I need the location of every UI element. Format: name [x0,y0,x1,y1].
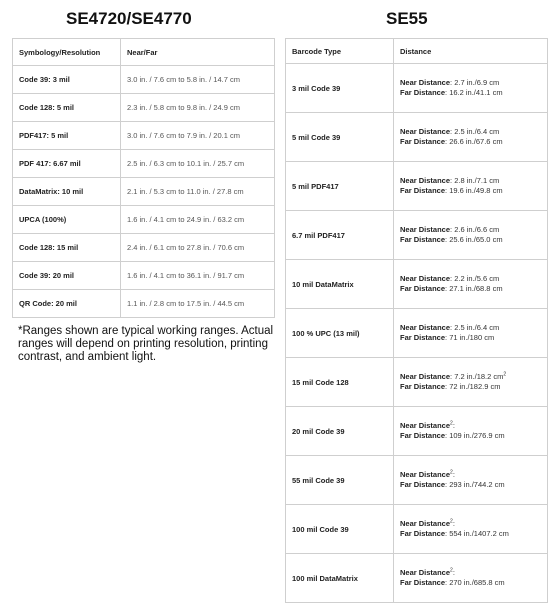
near-distance-line [400,225,547,235]
near-distance-label: Near Distance [400,372,451,381]
table-row [286,162,548,211]
near-footnote-mark: 2 [450,567,453,574]
far-distance-value: : 26.6 in./67.6 cm [445,137,503,146]
far-distance-label: Far Distance [400,333,446,342]
far-distance-line [400,333,547,343]
near-distance-line [400,78,547,88]
symbology-cell: UPCA (100%) [13,206,121,234]
se55-title: SE55 [386,9,428,28]
table-row [13,122,275,150]
table-row [286,456,548,505]
far-distance-label: Far Distance [400,137,446,146]
far-distance-value: : 72 in./182.9 cm [445,382,501,391]
symbology-cell: PDF417: 5 mil [13,122,121,150]
distance-cell [394,358,548,407]
near-distance-line [400,519,547,529]
near-far-cell: 1.6 in. / 4.1 cm to 36.1 in. / 91.7 cm [121,262,275,290]
near-far-cell: 2.4 in. / 6.1 cm to 27.8 in. / 70.6 cm [121,234,275,262]
far-distance-line [400,284,547,294]
table-row [13,234,275,262]
barcode-type-cell: 100 mil DataMatrix [286,554,394,603]
far-distance-line [400,431,547,441]
near-distance-line [400,470,547,480]
barcode-type-cell: 5 mil Code 39 [286,113,394,162]
near-footnote-mark: 2 [450,420,453,427]
far-distance-line [400,186,547,196]
distance-cell [394,456,548,505]
far-distance-line [400,480,547,490]
near-distance-value: : [452,519,455,528]
symbology-cell: Code 128: 15 mil [13,234,121,262]
table-row [13,94,275,122]
distance-cell [394,260,548,309]
near-distance-value: : 2.2 in./5.6 cm [450,274,500,283]
distance-cell [394,554,548,603]
table-row [286,260,548,309]
near-distance-line [400,127,547,137]
symbology-cell: Code 39: 3 mil [13,66,121,94]
near-end-footnote-mark: 2 [503,371,507,378]
distance-cell [394,505,548,554]
near-far-cell: 2.3 in. / 5.8 cm to 9.8 in. / 24.9 cm [121,94,275,122]
far-distance-line [400,578,547,588]
far-distance-label: Far Distance [400,235,446,244]
near-far-cell: 1.1 in. / 2.8 cm to 17.5 in. / 44.5 cm [121,290,275,318]
near-distance-value: : [452,421,455,430]
near-distance-label: Near Distance [400,470,451,479]
barcode-type-cell: 5 mil PDF417 [286,162,394,211]
distance-cell [394,113,548,162]
near-distance-value: : 2.5 in./6.4 cm [450,323,500,332]
barcode-type-cell: 100 mil Code 39 [286,505,394,554]
symbology-cell: Code 128: 5 mil [13,94,121,122]
far-distance-label: Far Distance [400,431,446,440]
barcode-type-cell: 10 mil DataMatrix [286,260,394,309]
table-row [286,407,548,456]
table-row [13,178,275,206]
symbology-cell: QR Code: 20 mil [13,290,121,318]
table-header-row [13,39,275,66]
barcode-type-cell: 15 mil Code 128 [286,358,394,407]
near-distance-value: : 7.2 in./18.2 cm [450,372,504,381]
distance-cell [394,211,548,260]
header-near-far: Near/Far [121,39,275,66]
far-distance-label: Far Distance [400,382,446,391]
near-far-cell: 2.1 in. / 5.3 cm to 11.0 in. / 27.8 cm [121,178,275,206]
far-distance-value: : 270 in./685.8 cm [445,578,505,587]
near-distance-value: : 2.7 in./6.9 cm [450,78,500,87]
far-distance-value: : 109 in./276.9 cm [445,431,505,440]
far-distance-line [400,382,547,392]
table-row [13,150,275,178]
near-footnote-mark: 2 [450,469,453,476]
header-distance: Distance [394,39,548,64]
near-footnote-mark: 2 [450,518,453,525]
near-distance-label: Near Distance [400,323,451,332]
far-distance-value: : 25.6 in./65.0 cm [445,235,503,244]
far-distance-line [400,88,547,98]
table-row [286,211,548,260]
far-distance-label: Far Distance [400,480,446,489]
near-distance-label: Near Distance [400,78,451,87]
table-row [286,358,548,407]
se4720-range-table [12,38,275,318]
near-distance-label: Near Distance [400,176,451,185]
far-distance-label: Far Distance [400,529,446,538]
near-far-cell: 2.5 in. / 6.3 cm to 10.1 in. / 25.7 cm [121,150,275,178]
near-distance-line [400,274,547,284]
header-symbology: Symbology/Resolution [13,39,121,66]
near-distance-line [400,176,547,186]
near-distance-label: Near Distance [400,519,451,528]
far-distance-line [400,235,547,245]
barcode-type-cell: 55 mil Code 39 [286,456,394,505]
far-distance-label: Far Distance [400,186,446,195]
symbology-cell: DataMatrix: 10 mil [13,178,121,206]
barcode-type-cell: 100 % UPC (13 mil) [286,309,394,358]
near-distance-label: Near Distance [400,127,451,136]
near-distance-line [400,421,547,431]
table-row [13,262,275,290]
table-header-row [286,39,548,64]
near-far-cell: 3.0 in. / 7.6 cm to 5.8 in. / 14.7 cm [121,66,275,94]
header-barcode-type: Barcode Type [286,39,394,64]
table-row [13,66,275,94]
ranges-footnote: *Ranges shown are typical working ranges. Actual ranges will depend on printing resolution, printing contrast, and ambient light. [18,325,274,363]
barcode-type-cell: 20 mil Code 39 [286,407,394,456]
far-distance-label: Far Distance [400,284,446,293]
far-distance-label: Far Distance [400,88,446,97]
near-distance-line [400,568,547,578]
symbology-cell: PDF 417: 6.67 mil [13,150,121,178]
distance-cell [394,407,548,456]
table-row [13,206,275,234]
distance-cell [394,309,548,358]
far-distance-value: : 554 in./1407.2 cm [445,529,509,538]
barcode-type-cell: 6.7 mil PDF417 [286,211,394,260]
near-far-cell: 1.6 in. / 4.1 cm to 24.9 in. / 63.2 cm [121,206,275,234]
far-distance-value: : 16.2 in./41.1 cm [445,88,503,97]
distance-cell [394,162,548,211]
near-distance-value: : 2.6 in./6.6 cm [450,225,500,234]
table-row [286,554,548,603]
near-distance-line [400,323,547,333]
near-far-cell: 3.0 in. / 7.6 cm to 7.9 in. / 20.1 cm [121,122,275,150]
table-row [286,505,548,554]
distance-cell [394,64,548,113]
near-distance-value: : 2.8 in./7.1 cm [450,176,500,185]
symbology-cell: Code 39: 20 mil [13,262,121,290]
near-distance-label: Near Distance [400,274,451,283]
far-distance-value: : 19.6 in./49.8 cm [445,186,503,195]
far-distance-label: Far Distance [400,578,446,587]
far-distance-value: : 71 in./180 cm [445,333,495,342]
se55-range-table [285,38,548,603]
far-distance-value: : 27.1 in./68.8 cm [445,284,503,293]
far-distance-line [400,529,547,539]
se4720-title: SE4720/SE4770 [66,9,192,28]
far-distance-value: : 293 in./744.2 cm [445,480,505,489]
near-distance-value: : 2.5 in./6.4 cm [450,127,500,136]
table-row [13,290,275,318]
table-row [286,113,548,162]
table-row [286,309,548,358]
near-distance-line [400,372,547,382]
near-distance-value: : [452,568,455,577]
table-row [286,64,548,113]
barcode-type-cell: 3 mil Code 39 [286,64,394,113]
near-distance-value: : [452,470,455,479]
near-distance-label: Near Distance [400,225,451,234]
near-distance-label: Near Distance [400,421,451,430]
near-distance-label: Near Distance [400,568,451,577]
far-distance-line [400,137,547,147]
